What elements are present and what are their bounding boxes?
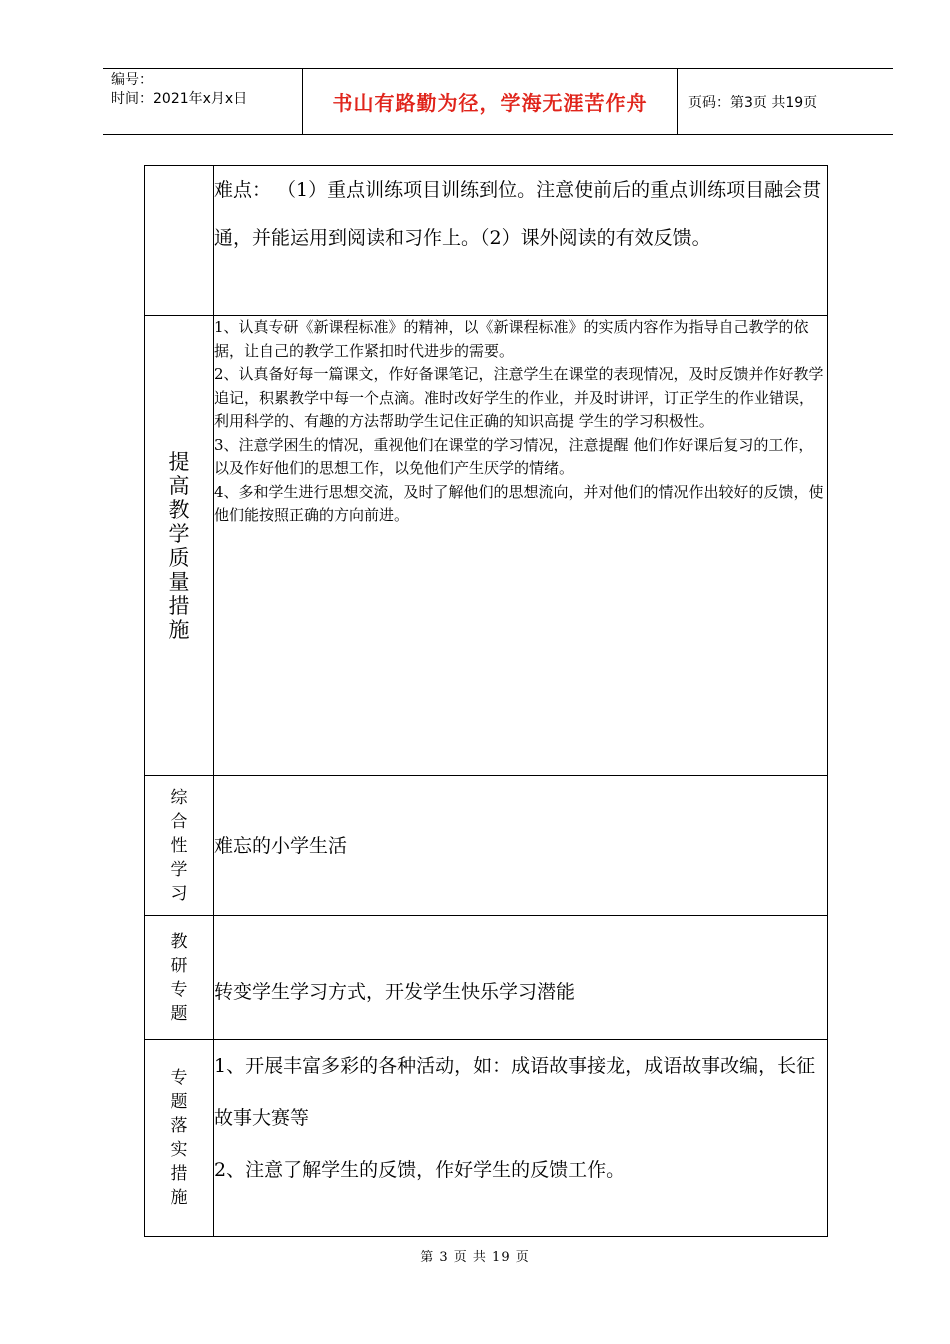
measures-label-cell (145, 316, 214, 776)
research-text: 转变学生学习方式，开发学生快乐学习潜能 (214, 916, 828, 1040)
implementation-item-1: 1、开展丰富多彩的各种活动，如：成语故事接龙，成语故事改编，长征故事大赛等 (214, 1055, 816, 1129)
difficulty-text: 难点： （1）重点训练项目训练到位。注意使前后的重点训练项目融会贯通，并能运用到阅读和习作上。（2）课外阅读的有效反馈。 (214, 166, 828, 316)
implementation-label-cell (145, 1040, 214, 1237)
comprehensive-text: 难忘的小学生活 (214, 776, 828, 916)
implementation-content (214, 1040, 828, 1237)
measure-item-2: 2、认真备好每一篇课文，作好备课笔记，注意学生在课堂的表现情况，及时反馈并作好教学追记，积累教学中每一个点滴。准时改好学生的作业，并及时讲评，订正学生的作业错误，利用科学的、有趣的方法帮助学生记住正确的知识高提 学生的学习积极性。 (214, 365, 824, 430)
measure-item-1: 1、认真专研《新课程标准》的精神，以《新课程标准》的实质内容作为指导自己教学的依据，让自己的教学工作紧扣时代进步的需要。 (214, 318, 809, 360)
comprehensive-label: 综合性学习 (170, 787, 188, 904)
header-motto: 书山有路勤为径，学海无涯苦作舟 (303, 69, 678, 134)
implementation-label: 专题落实措施 (170, 1068, 188, 1208)
measures-content (214, 316, 828, 776)
implementation-item-2: 2、注意了解学生的反馈，作好学生的反馈工作。 (214, 1159, 626, 1181)
table-row-research (145, 916, 828, 1040)
measure-item-3: 3、注意学困生的情况，重视他们在课堂的学习情况，注意提醒 他们作好课后复习的工作，以及作好他们的思想工作，以免他们产生厌学的情绪。 (214, 435, 814, 477)
table-row-difficulty (145, 166, 828, 316)
difficulty-label-cell (145, 166, 214, 316)
measure-item-4: 4、多和学生进行思想交流，及时了解他们的思想流向，并对他们的情况作出较好的反馈，使他们能按照正确的方向前进。 (214, 482, 824, 524)
serial-label: 编号： (111, 72, 153, 88)
table-row-comprehensive (145, 776, 828, 916)
plan-table (144, 165, 828, 1237)
table-row-measures (145, 316, 828, 776)
page-header (103, 68, 893, 135)
comprehensive-label-cell (145, 776, 214, 916)
page-footer: 第 3 页 共 19 页 (420, 1250, 530, 1265)
measures-label: 提高教学质量措施 (168, 449, 190, 642)
header-meta (103, 69, 303, 134)
table-row-implementation (145, 1040, 828, 1237)
time-label: 时间：2021年x月x日 (111, 91, 248, 107)
header-page-info: 页码：第3页 共19页 (688, 94, 818, 111)
research-label: 教研专题 (170, 931, 188, 1024)
research-label-cell (145, 916, 214, 1040)
